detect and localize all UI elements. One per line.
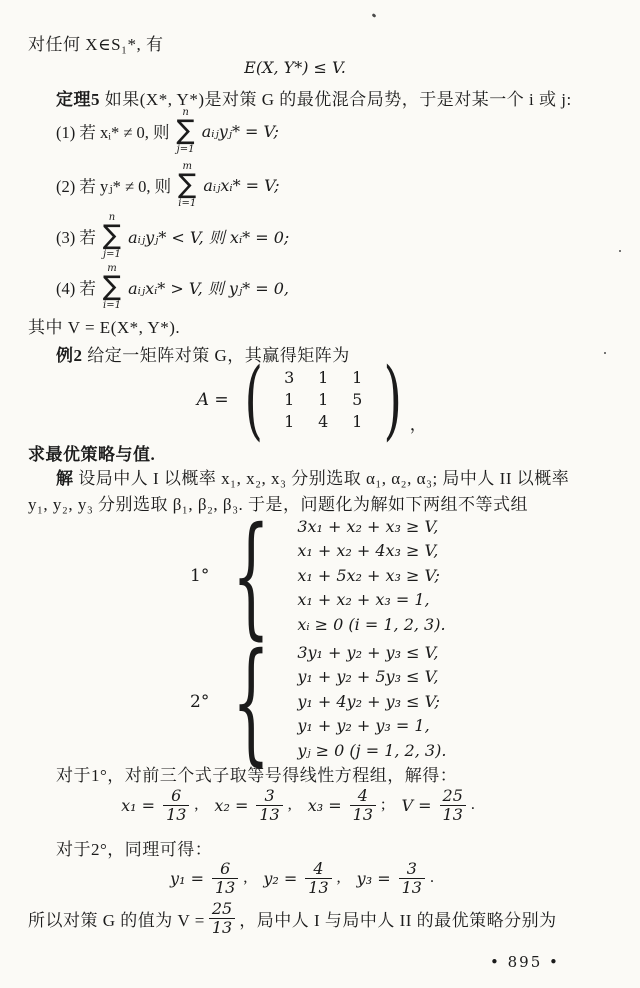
system2-label: 2° xyxy=(190,692,210,712)
conclusion-post: ，局中人 I 与局中人 II 的最优策略分别为 xyxy=(239,910,557,930)
fraction-numerator: 6 xyxy=(220,858,231,878)
fraction xyxy=(163,787,189,824)
fraction-numerator: 3 xyxy=(406,858,417,878)
item1-suffix: aᵢⱼyⱼ* = V; xyxy=(201,121,279,141)
intro-line: 对任何 X∈S₁*, 有 xyxy=(28,35,164,54)
solution-line1 xyxy=(56,464,569,489)
separator: , xyxy=(336,869,341,886)
item2-prefix: (2) 若 yⱼ* ≠ 0, 则 xyxy=(56,177,172,196)
top-formula: E(X, Y*) ≤ V. xyxy=(244,58,346,77)
example-line xyxy=(56,341,350,366)
matrix-trailing-comma: ， xyxy=(409,415,428,434)
separator: , xyxy=(194,796,199,813)
result-lhs: x₃ = xyxy=(307,795,342,815)
result-lhs: V = xyxy=(401,795,432,815)
sum-upper-limit: m xyxy=(107,263,117,275)
fraction-denominator: 13 xyxy=(350,805,376,824)
fraction-numerator: 4 xyxy=(313,858,324,878)
scan-speckle xyxy=(372,13,377,18)
theorem-item-1 xyxy=(56,106,279,156)
matrix-cell: 1 xyxy=(284,390,295,409)
fraction-denominator: 13 xyxy=(212,878,238,897)
fraction xyxy=(209,900,235,937)
conclusion-pre: 所以对策 G 的值为 V = xyxy=(28,910,205,930)
example-label: 例2 xyxy=(56,346,83,365)
sum-lower-limit: j=1 xyxy=(103,248,121,260)
separator: , xyxy=(243,869,248,886)
matrix-cell: 4 xyxy=(318,412,329,431)
system1-label: 1° xyxy=(190,566,210,586)
inequality-system-2 xyxy=(190,625,447,779)
separator: , xyxy=(287,796,292,813)
equation: 3x₁ + x₂ + x₃ ≥ V, xyxy=(297,516,439,536)
matrix-lhs: A = xyxy=(196,390,229,410)
solution-line2: y₁, y₂, y₃ 分别选取 β₁, β₂, β₃. 于是，问题化为解如下两组不等式组 xyxy=(28,495,529,514)
matrix-cell: 1 xyxy=(352,412,363,431)
result-y3 xyxy=(357,860,434,897)
fraction-denominator: 13 xyxy=(440,805,466,824)
theorem-label: 定理5 xyxy=(56,90,100,109)
left-brace: { xyxy=(232,625,271,779)
matrix-cell: 1 xyxy=(352,368,363,387)
matrix-cell: 1 xyxy=(318,390,329,409)
fraction-numerator: 6 xyxy=(171,785,182,805)
result-lhs: y₁ = xyxy=(170,868,204,888)
seek-line: 求最优策略与值. xyxy=(28,445,156,464)
sigma-glyph: ∑ xyxy=(176,115,195,147)
fraction xyxy=(256,787,282,824)
sum-lower-limit: j=1 xyxy=(176,143,195,155)
sum-lower-limit: i=1 xyxy=(178,197,197,209)
item3-prefix: (3) 若 xyxy=(56,228,96,247)
equation: x₁ + 5x₂ + x₃ ≥ V; xyxy=(297,565,440,585)
fraction-numerator: 25 xyxy=(211,898,233,918)
where-line: 其中 V = E(X*, Y*). xyxy=(28,318,181,337)
equation: x₁ + x₂ + 4x₃ ≥ V, xyxy=(297,541,439,561)
result-lhs: y₃ = xyxy=(356,868,391,888)
fraction-numerator: 4 xyxy=(357,785,368,805)
sum-lower-limit: i=1 xyxy=(103,299,121,311)
sum-upper-limit: n xyxy=(182,107,189,119)
separator: ; xyxy=(381,796,386,813)
solution-text1: 设局中人 I 以概率 x₁, x₂, x₃ 分别选取 α₁, α₂, α₃; 局中人 II 以概率 xyxy=(78,469,570,488)
theorem-text: 如果(X*, Y*)是对策 G 的最优混合局势，于是对某一个 i 或 j: xyxy=(104,90,572,109)
sigma-glyph: ∑ xyxy=(102,271,122,303)
fraction-denominator: 13 xyxy=(163,805,189,824)
item4-prefix: (4) 若 xyxy=(56,279,96,298)
matrix-cell: 1 xyxy=(284,412,295,431)
result-x1 xyxy=(121,787,198,824)
matrix-cell: 3 xyxy=(284,368,295,387)
sigma-glyph: ∑ xyxy=(102,220,122,252)
fraction xyxy=(305,860,331,897)
equation: y₁ + 4y₂ + y₃ ≤ V; xyxy=(297,691,440,711)
fraction xyxy=(440,787,466,824)
result-lhs: x₁ = xyxy=(121,795,156,815)
summation-symbol xyxy=(177,107,195,155)
theorem-item-2 xyxy=(56,160,280,210)
results-y-row xyxy=(0,858,622,898)
theorem-item-4 xyxy=(56,262,289,312)
result-x2 xyxy=(214,787,291,824)
page-number: • 895 • xyxy=(490,953,560,971)
results-x-row xyxy=(0,785,618,825)
fraction-numerator: 3 xyxy=(264,785,275,805)
fraction-denominator: 13 xyxy=(399,878,425,897)
result-lhs: x₂ = xyxy=(214,795,249,815)
fraction-denominator: 13 xyxy=(256,805,282,824)
sum-upper-limit: m xyxy=(182,161,192,173)
result-v xyxy=(401,787,474,824)
fraction xyxy=(399,860,425,897)
solution-label: 解 xyxy=(56,469,74,488)
fraction-denominator: 13 xyxy=(209,918,235,937)
matrix-right-paren: ) xyxy=(383,350,403,450)
fraction xyxy=(350,787,376,824)
separator: . xyxy=(429,869,434,886)
example-text: 给定一矩阵对策 G，其赢得矩阵为 xyxy=(87,346,350,365)
summation-symbol xyxy=(103,212,121,260)
matrix-cell: 5 xyxy=(352,390,363,409)
item3-suffix: aᵢⱼyⱼ* < V, 则 xᵢ* = 0; xyxy=(128,227,290,247)
top-formula-row xyxy=(0,58,615,77)
result-lhs: y₂ = xyxy=(263,868,298,888)
matrix-left-paren: ( xyxy=(244,350,263,450)
equation: yⱼ ≥ 0 (j = 1, 2, 3). xyxy=(297,740,447,760)
sigma-glyph: ∑ xyxy=(178,169,197,201)
result-x3 xyxy=(308,787,386,824)
fraction-denominator: 13 xyxy=(305,878,331,897)
item1-prefix: (1) 若 xᵢ* ≠ 0, 则 xyxy=(56,123,170,142)
equation: y₁ + y₂ + 5y₃ ≤ V, xyxy=(297,667,439,687)
scan-speckle xyxy=(619,250,621,252)
equation: xᵢ ≥ 0 (i = 1, 2, 3). xyxy=(297,614,446,634)
left-brace: { xyxy=(232,499,271,653)
equation: x₁ + x₂ + x₃ = 1, xyxy=(297,590,430,610)
para-solve1: 对于1°，对前三个式子取等号得线性方程组，解得： xyxy=(56,766,458,785)
separator: . xyxy=(470,796,475,813)
item2-suffix: aᵢⱼxᵢ* = V; xyxy=(203,175,280,195)
matrix-grid xyxy=(272,368,374,432)
equation: 3y₁ + y₂ + y₃ ≤ V, xyxy=(297,642,439,662)
para-solve2: 对于2°，同理可得： xyxy=(56,840,213,859)
sum-upper-limit: n xyxy=(108,212,116,224)
system2-equations xyxy=(297,641,446,764)
conclusion-line xyxy=(28,897,557,939)
system1-equations xyxy=(297,515,445,638)
equation: y₁ + y₂ + y₃ = 1, xyxy=(297,716,430,736)
scan-speckle xyxy=(604,352,606,354)
matrix-cell: 1 xyxy=(318,368,329,387)
result-y1 xyxy=(170,860,247,897)
result-y2 xyxy=(263,860,340,897)
summation-symbol xyxy=(178,161,196,209)
item4-suffix: aᵢⱼxᵢ* > V, 则 yⱼ* = 0, xyxy=(128,278,290,298)
fraction-numerator: 25 xyxy=(442,785,463,805)
theorem-item-3 xyxy=(56,211,289,261)
fraction xyxy=(212,860,238,897)
summation-symbol xyxy=(103,263,121,311)
